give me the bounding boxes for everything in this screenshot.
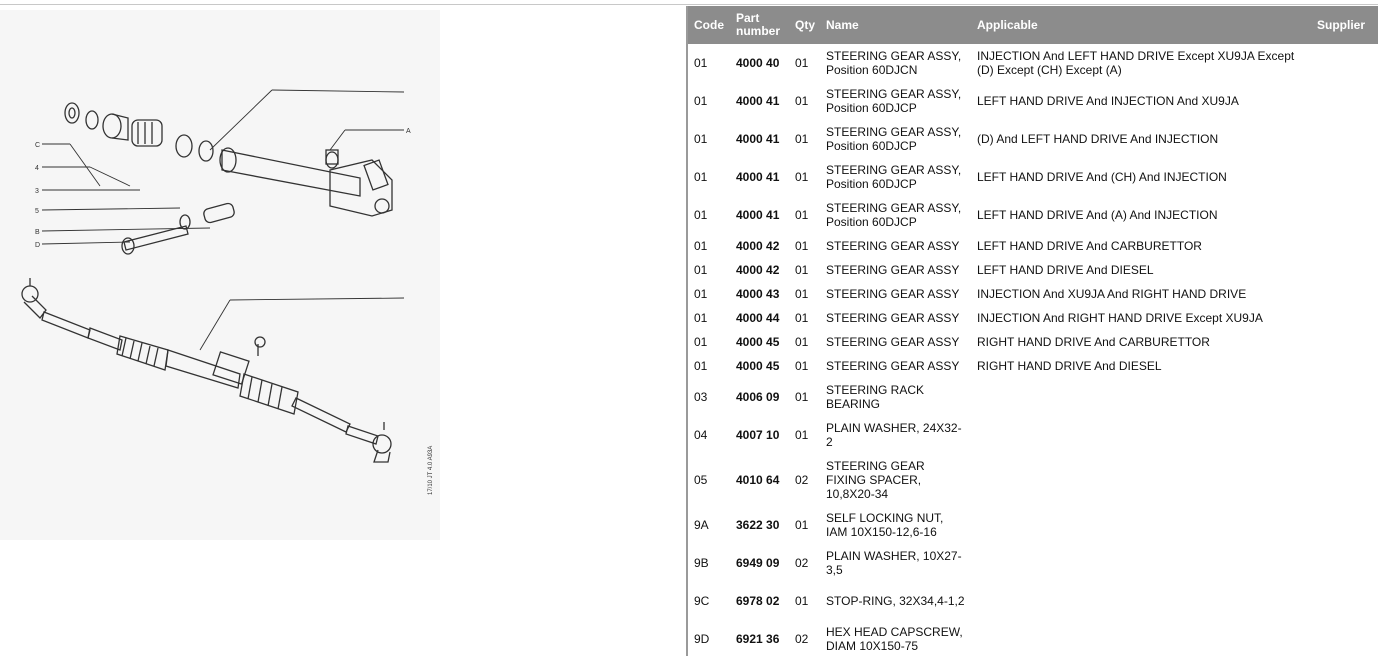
cell-part[interactable]: 4000 41 xyxy=(736,208,780,222)
callout-3: 3 xyxy=(35,188,39,195)
table-row[interactable] xyxy=(688,620,1378,656)
callout-b: B xyxy=(35,229,40,236)
cell-supplier xyxy=(1311,582,1378,620)
header-part-number[interactable]: Part number xyxy=(730,6,789,44)
cell-name: STEERING GEAR ASSY, Position 60DJCP xyxy=(826,125,962,153)
cell-qty: 01 xyxy=(795,390,809,404)
cell-code: 01 xyxy=(694,208,708,222)
cell-applicable: LEFT HAND DRIVE And (CH) And INJECTION xyxy=(977,170,1227,184)
lower-rack-assembly xyxy=(22,278,404,462)
cell-applicable xyxy=(971,378,1311,416)
cell-code: 9C xyxy=(694,594,710,608)
cell-supplier xyxy=(1311,196,1378,234)
cell-code: 01 xyxy=(694,263,708,277)
cell-applicable: LEFT HAND DRIVE And DIESEL xyxy=(977,263,1154,277)
cell-code: 01 xyxy=(694,359,708,373)
cell-name: SELF LOCKING NUT, IAM 10X150-12,6-16 xyxy=(826,511,944,539)
header-code[interactable]: Code xyxy=(688,6,730,44)
table-row[interactable] xyxy=(688,258,1378,282)
cell-applicable: LEFT HAND DRIVE And CARBURETTOR xyxy=(977,239,1202,253)
cell-part[interactable]: 4006 09 xyxy=(736,390,780,404)
cell-applicable xyxy=(971,416,1311,454)
table-header-row xyxy=(688,6,1378,44)
callout-a: A xyxy=(406,128,411,135)
cell-part[interactable]: 4000 44 xyxy=(736,311,780,325)
cell-supplier xyxy=(1311,620,1378,656)
cell-part[interactable]: 4000 41 xyxy=(736,94,780,108)
cell-applicable xyxy=(971,454,1311,506)
table-row[interactable] xyxy=(688,330,1378,354)
table-row[interactable] xyxy=(688,44,1378,82)
cell-applicable: LEFT HAND DRIVE And INJECTION And XU9JA xyxy=(977,94,1239,108)
cell-qty: 01 xyxy=(795,132,809,146)
cell-applicable: INJECTION And LEFT HAND DRIVE Except XU9JA Except (D) Except (CH) Except (A) xyxy=(977,49,1295,77)
cell-part[interactable]: 3622 30 xyxy=(736,518,780,532)
header-name[interactable]: Name xyxy=(820,6,971,44)
cell-code: 01 xyxy=(694,335,708,349)
cell-name: STEERING GEAR ASSY xyxy=(826,263,960,277)
cell-part[interactable]: 4000 42 xyxy=(736,239,780,253)
cell-name: STEERING GEAR ASSY, Position 60DJCP xyxy=(826,87,962,115)
diagram-side-stamp: 17/10 JT 4.0 A93A xyxy=(428,445,434,495)
cell-applicable: RIGHT HAND DRIVE And CARBURETTOR xyxy=(977,335,1210,349)
table-row[interactable] xyxy=(688,196,1378,234)
cell-name: STOP-RING, 32X34,4-1,2 xyxy=(826,594,965,608)
cell-applicable xyxy=(971,620,1311,656)
cell-part[interactable]: 4000 42 xyxy=(736,263,780,277)
cell-qty: 01 xyxy=(795,56,809,70)
parts-list-panel xyxy=(688,6,1378,656)
cell-supplier xyxy=(1311,82,1378,120)
cell-qty: 01 xyxy=(795,311,809,325)
table-row[interactable] xyxy=(688,158,1378,196)
cell-part[interactable]: 4000 41 xyxy=(736,132,780,146)
cell-qty: 01 xyxy=(795,239,809,253)
cell-qty: 01 xyxy=(795,208,809,222)
table-row[interactable] xyxy=(688,506,1378,544)
cell-part[interactable]: 6921 36 xyxy=(736,632,780,646)
cell-name: PLAIN WASHER, 24X32-2 xyxy=(826,421,962,449)
cell-applicable: LEFT HAND DRIVE And (A) And INJECTION xyxy=(977,208,1218,222)
cell-part[interactable]: 4000 45 xyxy=(736,335,780,349)
cell-part[interactable]: 6978 02 xyxy=(736,594,780,608)
header-qty[interactable]: Qty xyxy=(789,6,820,44)
cell-part[interactable]: 6949 09 xyxy=(736,556,780,570)
table-row[interactable] xyxy=(688,544,1378,582)
callout-c: C xyxy=(35,142,41,149)
cell-code: 04 xyxy=(694,428,708,442)
table-row[interactable] xyxy=(688,234,1378,258)
table-row[interactable] xyxy=(688,582,1378,620)
cell-supplier xyxy=(1311,416,1378,454)
cell-name: STEERING GEAR ASSY, Position 60DJCN xyxy=(826,49,962,77)
table-row[interactable] xyxy=(688,306,1378,330)
cell-name: STEERING GEAR ASSY xyxy=(826,287,960,301)
cell-qty: 01 xyxy=(795,335,809,349)
cell-code: 05 xyxy=(694,473,708,487)
cell-code: 01 xyxy=(694,239,708,253)
table-row[interactable] xyxy=(688,354,1378,378)
cell-qty: 02 xyxy=(795,632,809,646)
cell-code: 01 xyxy=(694,287,708,301)
callout-4: 4 xyxy=(35,165,39,172)
cell-name: HEX HEAD CAPSCREW, DIAM 10X150-75 xyxy=(826,625,963,653)
cell-name: STEERING GEAR ASSY xyxy=(826,239,960,253)
cell-part[interactable]: 4000 45 xyxy=(736,359,780,373)
cell-code: 01 xyxy=(694,56,708,70)
cell-supplier xyxy=(1311,258,1378,282)
cell-part[interactable]: 4000 41 xyxy=(736,170,780,184)
cell-supplier xyxy=(1311,120,1378,158)
cell-code: 9B xyxy=(694,556,709,570)
cell-code: 01 xyxy=(694,132,708,146)
cell-part[interactable]: 4000 43 xyxy=(736,287,780,301)
cell-name: STEERING GEAR ASSY xyxy=(826,311,960,325)
cell-supplier xyxy=(1311,282,1378,306)
cell-part[interactable]: 4010 64 xyxy=(736,473,780,487)
cell-supplier xyxy=(1311,506,1378,544)
steering-gear-exploded-diagram[interactable] xyxy=(0,10,440,540)
cell-supplier xyxy=(1311,354,1378,378)
table-row[interactable] xyxy=(688,120,1378,158)
cell-code: 01 xyxy=(694,94,708,108)
cell-applicable xyxy=(971,506,1311,544)
cell-name: STEERING GEAR FIXING SPACER, 10,8X20-34 xyxy=(826,459,925,501)
callout-d: D xyxy=(35,242,41,249)
cell-supplier xyxy=(1311,454,1378,506)
cell-qty: 01 xyxy=(795,428,809,442)
cell-supplier xyxy=(1311,544,1378,582)
cell-code: 01 xyxy=(694,170,708,184)
cell-code: 9A xyxy=(694,518,709,532)
cell-code: 9D xyxy=(694,632,710,646)
parts-diagram-panel xyxy=(0,10,686,656)
cell-part[interactable]: 4000 40 xyxy=(736,56,780,70)
cell-name: STEERING GEAR ASSY xyxy=(826,335,960,349)
table-row[interactable] xyxy=(688,416,1378,454)
cell-qty: 01 xyxy=(795,518,809,532)
cell-supplier xyxy=(1311,330,1378,354)
cell-code: 01 xyxy=(694,311,708,325)
cell-name: PLAIN WASHER, 10X27-3,5 xyxy=(826,549,962,577)
cell-name: STEERING GEAR ASSY, Position 60DJCP xyxy=(826,163,962,191)
cell-code: 03 xyxy=(694,390,708,404)
table-row[interactable] xyxy=(688,454,1378,506)
header-applicable[interactable]: Applicable xyxy=(971,6,1311,44)
cell-supplier xyxy=(1311,158,1378,196)
cell-qty: 01 xyxy=(795,359,809,373)
table-row[interactable] xyxy=(688,82,1378,120)
cell-supplier xyxy=(1311,44,1378,82)
cell-qty: 02 xyxy=(795,556,809,570)
cell-applicable: INJECTION And RIGHT HAND DRIVE Except XU9JA xyxy=(977,311,1263,325)
callout-5: 5 xyxy=(35,208,39,215)
cell-qty: 01 xyxy=(795,287,809,301)
cell-applicable: (D) And LEFT HAND DRIVE And INJECTION xyxy=(977,132,1219,146)
cell-qty: 02 xyxy=(795,473,809,487)
cell-qty: 01 xyxy=(795,94,809,108)
table-row[interactable] xyxy=(688,282,1378,306)
cell-name: STEERING GEAR ASSY, Position 60DJCP xyxy=(826,201,962,229)
cell-supplier xyxy=(1311,306,1378,330)
cell-name: STEERING RACK BEARING xyxy=(826,383,925,411)
cell-name: STEERING GEAR ASSY xyxy=(826,359,960,373)
top-border xyxy=(0,4,1378,5)
table-row[interactable] xyxy=(688,378,1378,416)
cell-qty: 01 xyxy=(795,170,809,184)
cell-qty: 01 xyxy=(795,594,809,608)
parts-table xyxy=(688,6,1378,656)
cell-supplier xyxy=(1311,234,1378,258)
cell-part[interactable]: 4007 10 xyxy=(736,428,780,442)
header-supplier[interactable]: Supplier xyxy=(1311,6,1378,44)
upper-exploded-view xyxy=(42,90,404,254)
cell-qty: 01 xyxy=(795,263,809,277)
cell-applicable xyxy=(971,582,1311,620)
cell-applicable: INJECTION And XU9JA And RIGHT HAND DRIVE xyxy=(977,287,1247,301)
cell-applicable: RIGHT HAND DRIVE And DIESEL xyxy=(977,359,1162,373)
cell-applicable xyxy=(971,544,1311,582)
cell-supplier xyxy=(1311,378,1378,416)
